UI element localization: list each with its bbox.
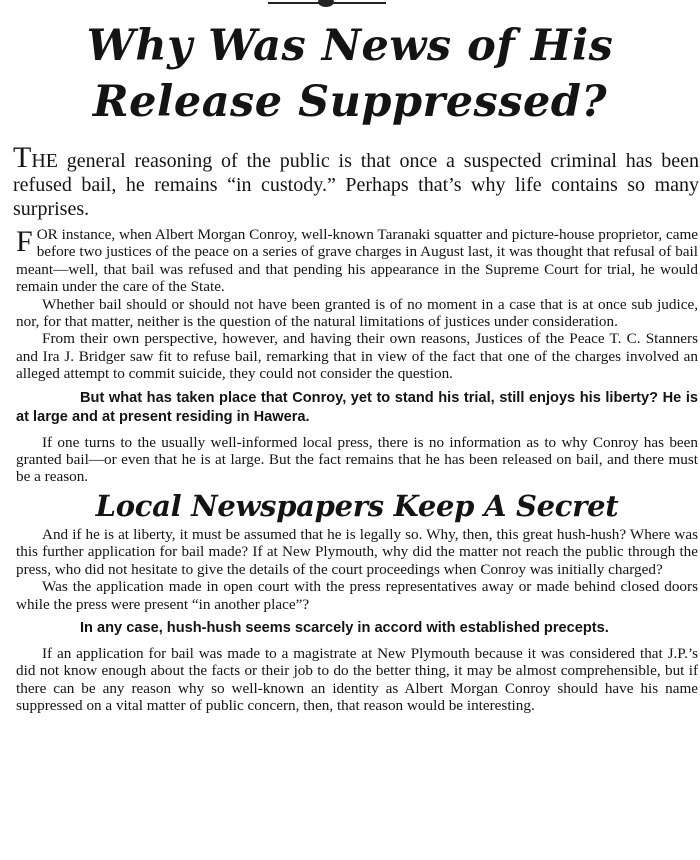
paragraph-4: If one turns to the usually well-informed local press, there is no information as to why Conroy has been granted bail—or even that he is at large. But the fact remains that he has been released on bail, and there must be a reason.	[16, 433, 698, 486]
section-subheading: Local Newspapers Keep A Secret	[95, 488, 619, 523]
bold-callout-2: In any case, hush-hush seems scarcely in accord with established precepts.	[80, 619, 609, 636]
paragraph-6: Was the application made in open court with the press representatives away or made behind closed doors while the press were present “in another place”?	[16, 578, 698, 613]
paragraph-2: Whether bail should or should not have been granted is of no moment in a case that is at once sub judice, nor, for that matter, neither is the question of the natural limitations of justices under consideration.	[16, 295, 698, 331]
lead-drop-cap: T	[13, 141, 32, 174]
paragraph-7: If an application for bail was made to a magistrate at New Plymouth because it was considered that J.P.’s did not know enough about the facts or their job to do the better thing, it may be almost comprehensible, but if there can be any reason why so well-known an identity as Albert Morgan Conroy should have his name suppressed on a vital matter of public concern, then, that reason would be interesting.	[16, 644, 698, 715]
article-lead	[13, 141, 699, 221]
bold-callout-1: But what has taken place that Conroy, yet to stand his trial, still enjoys his liberty? He is at large and at present residing in Hawera.	[16, 389, 698, 425]
paragraph-5: And if he is at liberty, it must be assumed that he is legally so. Why, then, this great hush-hush? Where was this further application for bail made? If at New Plymouth, why did the matter not reach the public through the press, who did not hesitate to give the details of the court proceedings when Conroy was initially charged?	[16, 525, 698, 578]
paragraph-1-drop-cap: F	[16, 225, 33, 258]
paragraph-3: From their own perspective, however, and having their own reasons, Justices of the Peace T. C. Stanners and Ira J. Bridger saw fit to refuse bail, remarking that in view of the fact that one of the charges involved an alleged attempt to commit suicide, they could not consider the question.	[16, 330, 698, 383]
article-body	[16, 226, 698, 715]
article-headline: Why Was News of His Release Suppressed?	[86, 21, 614, 127]
lead-text: HE general reasoning of the public is that once a suspected criminal has been refused bail, he remains “in custody.” Perhaps that’s why life contains so many surprises.	[13, 150, 699, 220]
top-ornament	[318, 0, 334, 7]
paragraph-1	[16, 226, 698, 296]
paragraph-1-text: OR instance, when Albert Morgan Conroy, well-known Taranaki squatter and picture-house proprietor, came before two justices of the peace on a series of grave charges in August last, it was thought that refusal of bail meant—well, that bail was refused and that pending his appearance in the Supreme Court for trial, he would remain under the care of the State.	[16, 226, 698, 296]
